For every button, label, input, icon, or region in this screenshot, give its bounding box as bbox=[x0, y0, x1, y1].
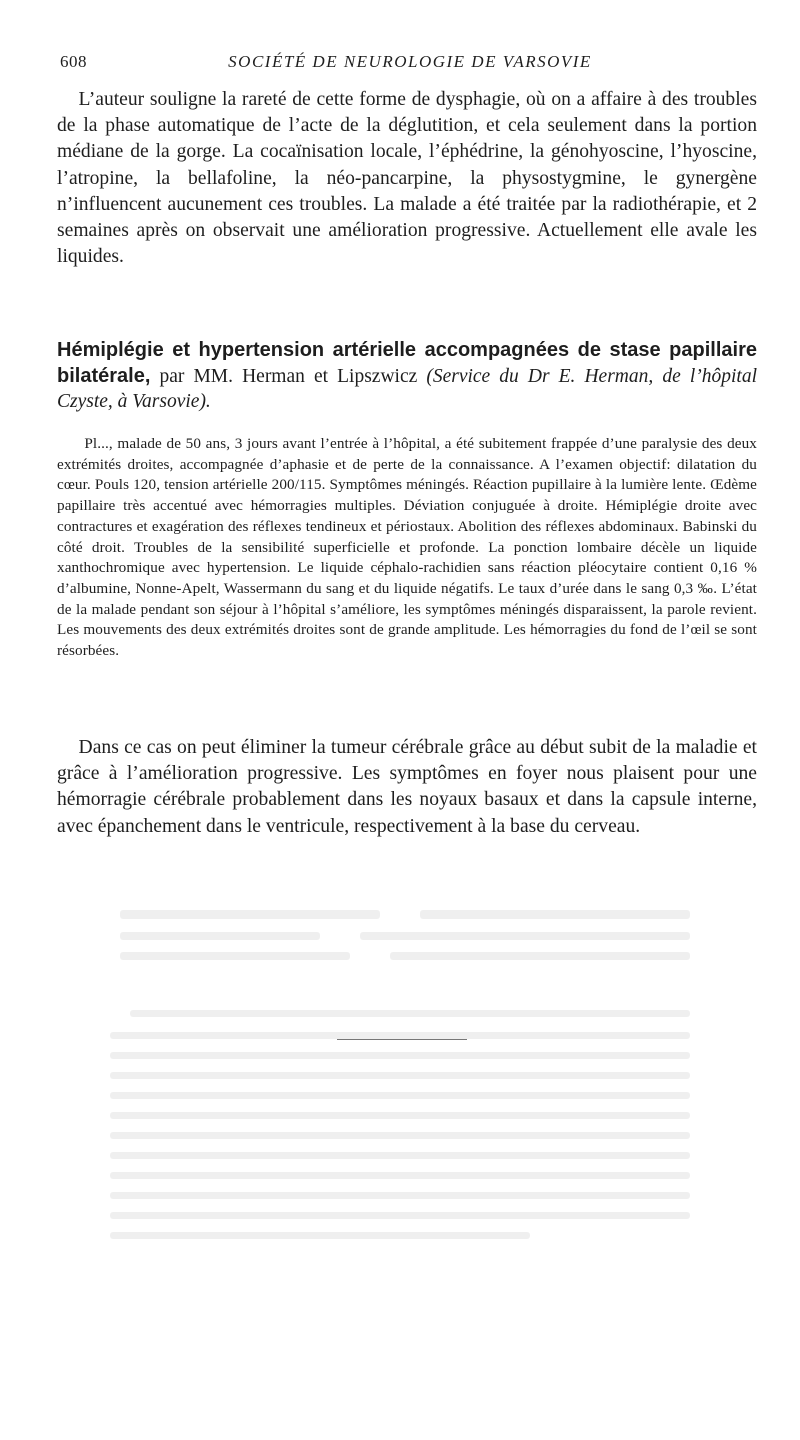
case-report-paragraph: Pl..., malade de 50 ans, 3 jours avant l’entrée à l’hôpital, a été subitement frappée d’une paralysie des deux extrémités droites, accompagnée d’aphasie et de perte de la connaissance. A l’examen objectif: dilatation du cœur. Pouls 120, tension artérielle 200/115. Symptômes méningés. Réaction pupillaire à la lumière lente. Œdème papillaire très accentué avec hémorragies multiples. Déviation conjuguée à droite. Hémiplégie droite avec contractures et exagération des réflexes tendineux et périostaux. Abolition des réflexes abdominaux. Babinski du côté droit. Troubles de la sensibilité superficielle et profonde. La ponction lombaire décèle un liquide xanthochromique avec hypertension. Le liquide céphalo-rachidien sans réaction pléocytaire contient 0,16 % d’albumine, Nonne-Apelt, Wassermann du sang et du liquide négatifs. Le taux d’urée dans le sang 0,3 ‰. L’état de la malade pendant son séjour à l’hôpital s’améliore, les symptômes méningés disparaissent, la parole revient. Les mouvements des deux extrémités droites sont de grande amplitude. Les hémorragies du fond de l’œil se sont résorbées. bbox=[57, 435, 757, 660]
article-service: (Service du Dr E. Herman, de l’hôpital Czyste, à Varsovie). bbox=[57, 365, 757, 412]
page-number: 608 bbox=[60, 52, 87, 71]
end-rule bbox=[337, 1039, 467, 1040]
body-paragraph-1: L’auteur souligne la rareté de cette forme de dysphagie, où on a affaire à des troubles de la phase automatique de l’acte de la déglutition, et cela seulement dans la portion médiane de la gorge. La cocaïnisation locale, l’éphédrine, la génohyoscine, l’hyoscine, l’atropine, la bellafoline, la néo-pancarpine, la physostygmine, le gynergène n’influencent aucunement ces troubles. La malade a été traitée par la radiothérapie, et 2 semaines après on observait une amélioration progressive. Actuellement elle avale les liquides. bbox=[57, 89, 757, 268]
running-head bbox=[60, 52, 760, 78]
bleed-through-texture bbox=[0, 880, 800, 1440]
body-paragraph-2: Dans ce cas on peut éliminer la tumeur cérébrale grâce au début subit de la maladie et grâce à l’amélioration progressive. Les symptômes en foyer nous plaisent pour une hémorragie cérébrale probablement dans les noyaux basaux et dans la capsule interne, avec épanchement dans le ventricule, respectivement à la base du cerveau. bbox=[57, 737, 757, 837]
journal-title: SOCIÉTÉ DE NEUROLOGIE DE VARSOVIE bbox=[228, 52, 592, 71]
article-authors: par MM. Herman et Lipszwicz bbox=[150, 365, 427, 387]
article-heading bbox=[57, 338, 757, 415]
article-title: Hémiplégie et hypertension artérielle accompagnées de stase papillaire bilatérale, bbox=[57, 339, 757, 387]
